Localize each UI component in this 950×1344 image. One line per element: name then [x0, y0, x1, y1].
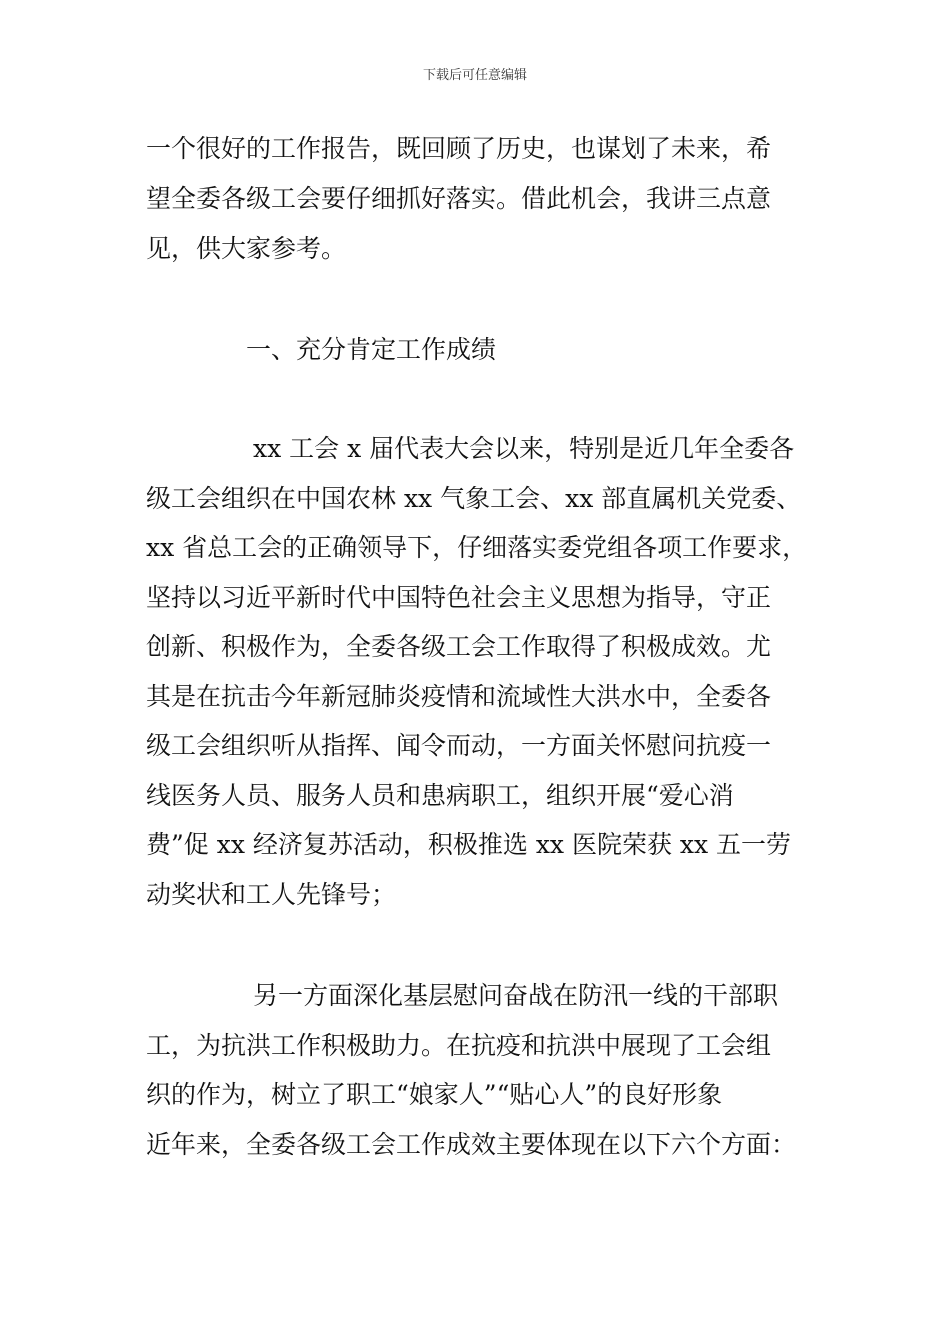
text-line: 坚持以习近平新时代中国特色社会主义思想为指导，守正 — [146, 583, 772, 612]
text-line: 级工会组织在中国农林 xx 气象工会、xx 部直属机关党委、 — [146, 484, 802, 513]
text-line: 创新、积极作为，全委各级工会工作取得了积极成效。尤 — [146, 632, 772, 661]
text-line: 线医务人员、服务人员和患病职工，组织开展“爱心消 — [146, 781, 734, 810]
text-line: 织的作为，树立了职工“娘家人”“贴心人”的良好形象 — [146, 1080, 723, 1109]
text-line: 级工会组织听从指挥、闻令而动，一方面关怀慰问抗疫一 — [146, 731, 772, 760]
text-line: xx 工会 x 届代表大会以来，特别是近几年全委各 — [253, 434, 795, 463]
text-line: 一个很好的工作报告，既回顾了历史，也谋划了未来，希 — [146, 134, 772, 163]
text-line: 动奖状和工人先锋号； — [146, 880, 397, 909]
text-line: 费”促 xx 经济复苏活动，积极推选 xx 医院荣获 xx 五一劳 — [146, 830, 792, 859]
text-line: 工，为抗洪工作积极助力。在抗疫和抗洪中展现了工会组 — [146, 1031, 772, 1060]
text-line: 望全委各级工会要仔细抓好落实。借此机会，我讲三点意 — [146, 184, 772, 213]
text-line: xx 省总工会的正确领导下，仔细落实委党组各项工作要求， — [146, 533, 808, 562]
text-line: 见，供大家参考。 — [146, 234, 347, 263]
page-header: 下载后可任意编辑 — [422, 68, 527, 83]
section-heading-text: 一、充分肯定工作成绩 — [246, 335, 497, 364]
text-line: 其是在抗击今年新冠肺炎疫情和流域性大洪水中，全委各 — [146, 682, 772, 711]
text-line: 近年来，全委各级工会工作成效主要体现在以下六个方面： — [146, 1130, 797, 1159]
text-line: 另一方面深化基层慰问奋战在防汛一线的干部职 — [253, 981, 779, 1010]
